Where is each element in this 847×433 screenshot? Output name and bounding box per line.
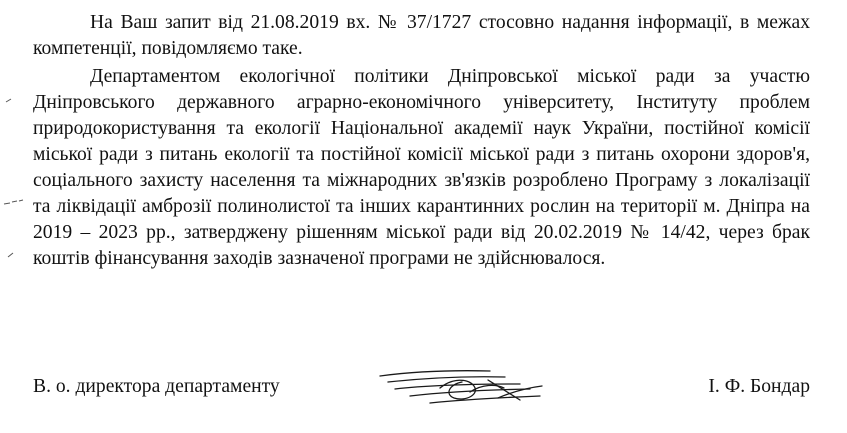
- signatory-position: В. о. директора департаменту: [33, 376, 280, 397]
- handwritten-signature-icon: [370, 358, 550, 414]
- signatory-name: І. Ф. Бондар: [708, 376, 810, 397]
- margin-mark-icon: [0, 244, 30, 264]
- paragraph-program-info: Департаментом екологічної політики Дніпровської міської ради за участю Дніпровського державного аграрно-економічного університету, Інституту проблем природокористування та екології Національної академії наук України, постійної комісії міської ради з питань екології та постійної комісії міської ради з питань охорони здоров'я, соціального захисту населення та міжнародних зв'язків розроблено Програму з локалізації та ліквідації амброзії полинолистої та інших карантинних рослин на території м. Дніпра на 2019 – 2023 рр., затверджену рішенням міської ради від 20.02.2019 № 14/42, через брак коштів фінансування заходів зазначеної програми не здійснювалося.: [33, 66, 810, 269]
- paragraph-request-reference: На Ваш запит від 21.08.2019 вх. № 37/1727 стосовно надання інформації, в межах компетенції, повідомляємо таке.: [33, 12, 810, 59]
- margin-mark-icon: [0, 90, 30, 110]
- margin-mark-icon: [0, 192, 30, 212]
